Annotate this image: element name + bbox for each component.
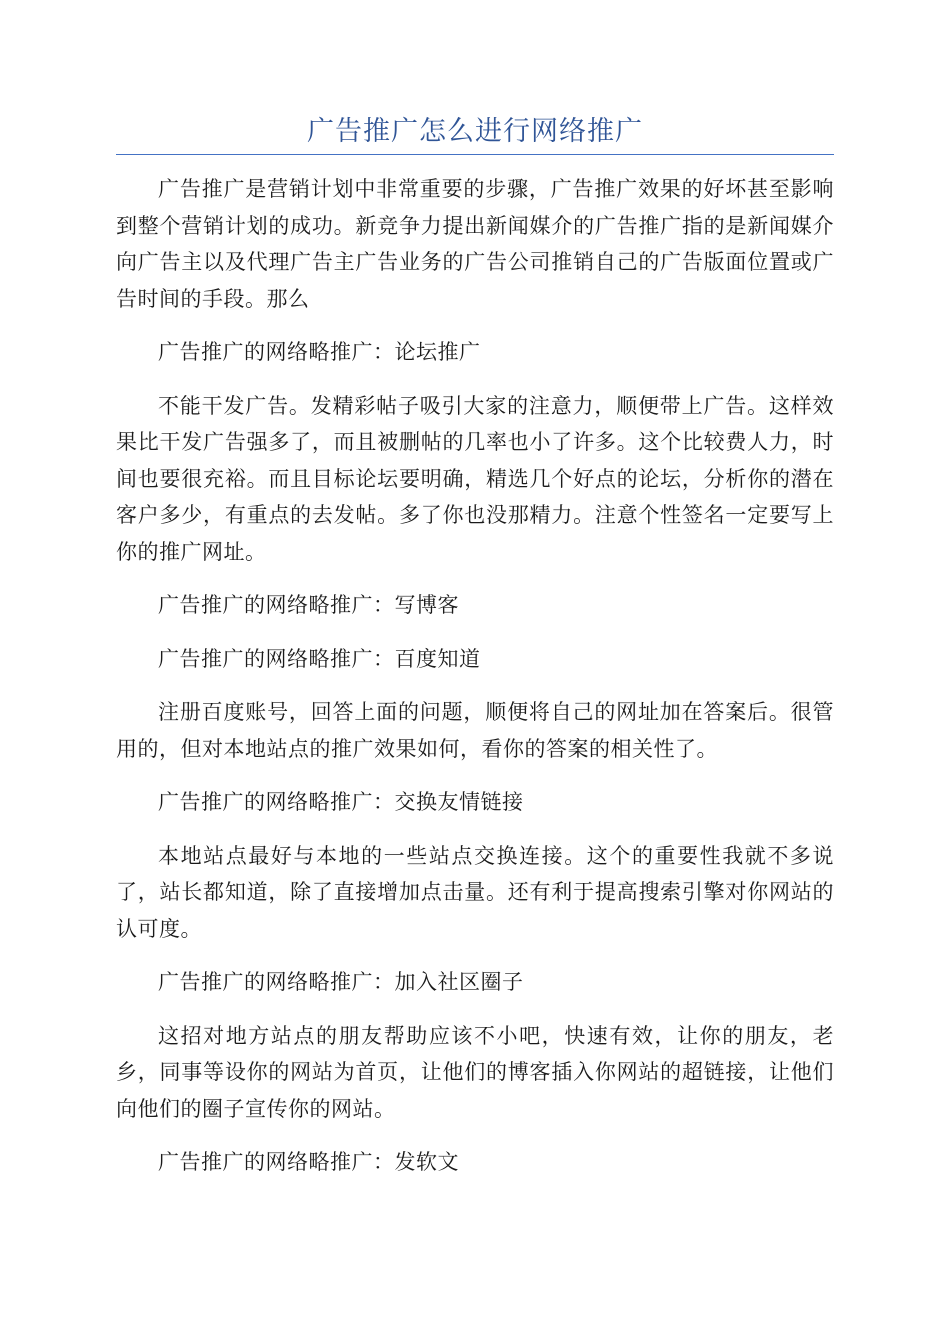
baidu-zhidao-paragraph: 注册百度账号，回答上面的问题，顺便将自己的网址加在答案后。很管用的，但对本地站点的推广效果如何，看你的答案的相关性了。 (116, 700, 834, 761)
document-title: 广告推广怎么进行网络推广 (307, 116, 643, 147)
section-heading-soft-article: 广告推广的网络略推广：发软文 (158, 1150, 459, 1174)
section-heading-friend-links: 广告推广的网络略推广：交换友情链接 (158, 790, 524, 814)
section-heading-forum: 广告推广的网络略推广：论坛推广 (158, 340, 481, 364)
community-paragraph: 这招对地方站点的朋友帮助应该不小吧，快速有效，让你的朋友，老乡，同事等设你的网站为首页，让他们的博客插入你网站的超链接，让他们向他们的圈子宣传你的网站。 (116, 1023, 834, 1121)
title-underline (116, 154, 834, 155)
section-heading-community: 广告推广的网络略推广：加入社区圈子 (158, 970, 524, 994)
forum-paragraph: 不能干发广告。发精彩帖子吸引大家的注意力，顺便带上广告。这样效果比干发广告强多了，而且被删帖的几率也小了许多。这个比较费人力，时间也要很充裕。而且目标论坛要明确，精选几个好点的论坛，分析你的潜在客户多少，有重点的去发帖。多了你也没那精力。注意个性签名一定要写上你的推广网址。 (116, 393, 834, 564)
document-page (116, 112, 834, 1198)
section-heading-blog: 广告推广的网络略推广：写博客 (158, 593, 459, 617)
friend-links-paragraph: 本地站点最好与本地的一些站点交换连接。这个的重要性我就不多说了，站长都知道，除了直接增加点击量。还有利于提高搜索引擎对你网站的认可度。 (116, 843, 834, 941)
section-heading-baidu-zhidao: 广告推广的网络略推广：百度知道 (158, 646, 481, 671)
intro-paragraph: 广告推广是营销计划中非常重要的步骤，广告推广效果的好坏甚至影响到整个营销计划的成功。新竞争力提出新闻媒介的广告推广指的是新闻媒介向广告主以及代理广告主广告业务的广告公司推销自己的广告版面位置或广告时间的手段。那么 (116, 177, 834, 311)
